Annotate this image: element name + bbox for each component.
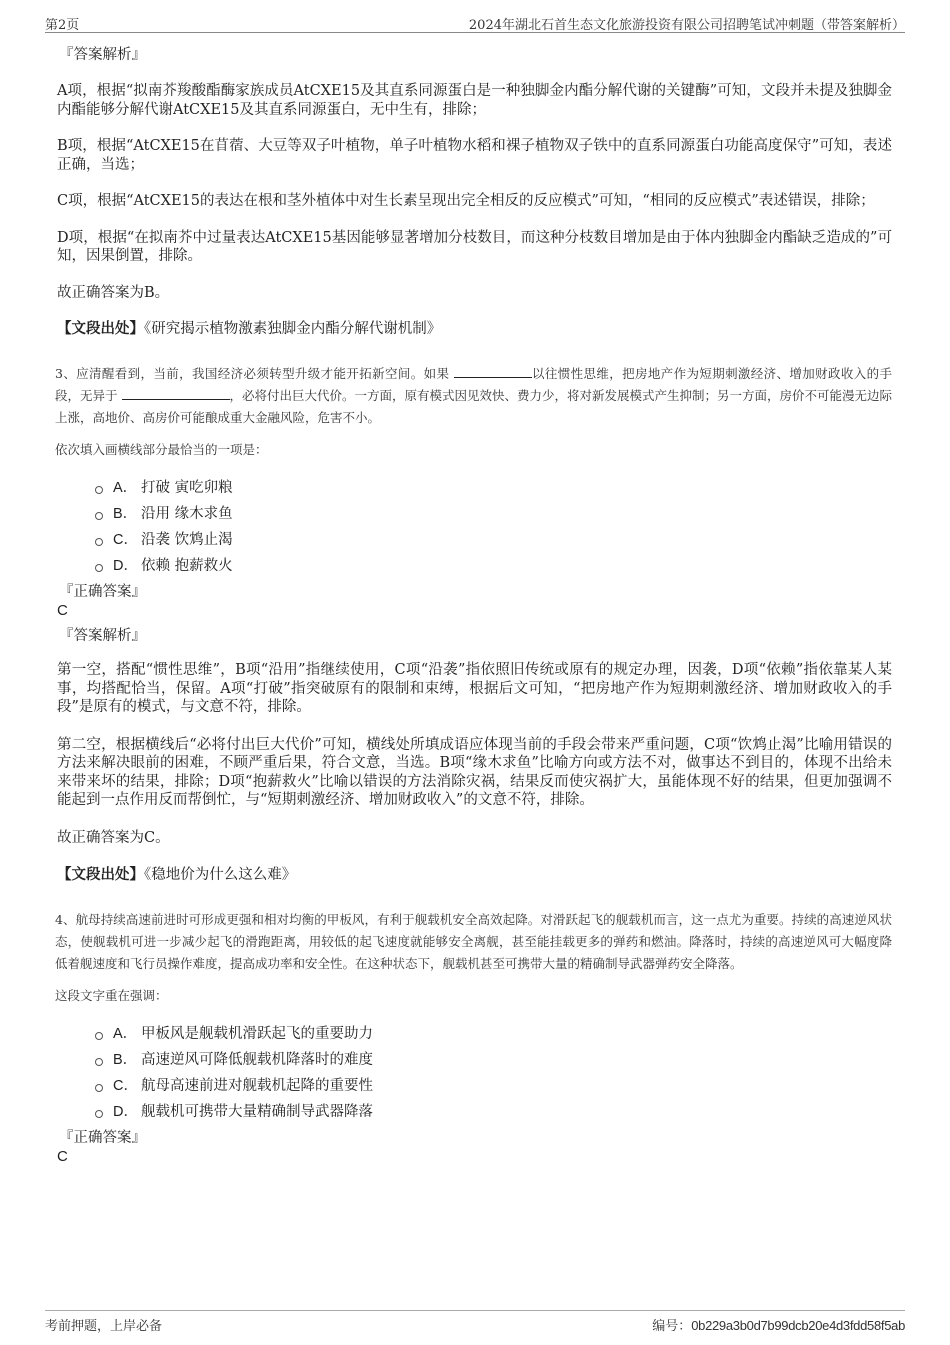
option-text: 甲板风是舰载机滑跃起飞的重要助力 (141, 1026, 373, 1042)
analysis-paragraph-a: A项，根据“拟南芥羧酸酯酶家族成员AtCXE15及其直系同源蛋白是一种独脚金内酯分解代谢的关键酶”可知，文段并未提及独脚金内酯能够分解代谢AtCXE15及其直系同源蛋白，无中生有，排除； (57, 83, 892, 118)
correct-answer-value: C (57, 602, 68, 619)
source-title: 《研究揭示植物激素独脚金内酯分解代谢机制》 (144, 321, 442, 337)
option-letter: A． (113, 1026, 138, 1042)
option-letter: D． (113, 1104, 138, 1120)
source-label: 【文段出处】 (57, 320, 144, 337)
option-letter: D． (113, 558, 138, 574)
page-footer (45, 1310, 905, 1335)
radio-icon[interactable] (95, 486, 103, 494)
q3-option-b[interactable] (95, 501, 892, 527)
analysis-paragraph-first-blank: 第一空，搭配“惯性思维”，B项“沿用”指继续使用，C项“沿袭”指依照旧传统或原有的规定办理，因袭，D项“依赖”指依靠某人某事，均搭配恰当，保留。A项“打破”指突破原有的限制和束缚，根据后文可知，“把房地产作为短期刺激经济、增加财政收入的手段”是原有的模式，与文意不符，排除。 (57, 662, 892, 715)
footer-slogan: 考前押题，上岸必备 (45, 1319, 163, 1334)
page-content (57, 46, 892, 1173)
footer-code (652, 1315, 905, 1334)
question-3-part1: 3、应清醒看到，当前，我国经济必须转型升级才能开拓新空间。如果 (55, 366, 450, 381)
question-3-part3: ，必将付出巨大代价。一方面，原有模式因见效快、费力少，将对新发展模式产生抑制；另一方面，房价不可能漫无边际上涨，高地价、高房价可能酿成重大金融风险，危害不小。 (55, 388, 893, 425)
option-letter: C． (113, 532, 138, 548)
source-citation (57, 320, 892, 338)
option-text: 高速逆风可降低舰载机降落时的难度 (141, 1052, 373, 1068)
analysis-conclusion: 故正确答案为B。 (57, 284, 170, 301)
fill-blank-2 (122, 385, 230, 400)
question-3-prompt: 依次填入画横线部分最恰当的一项是： (55, 442, 268, 457)
q4-option-a[interactable] (95, 1021, 892, 1047)
analysis-label: 『答案解析』 (59, 628, 146, 644)
option-text: 依赖 抱薪救火 (141, 558, 233, 574)
radio-icon[interactable] (95, 1058, 103, 1066)
option-text: 沿用 缘木求鱼 (141, 506, 233, 522)
q3-option-d[interactable] (95, 553, 892, 579)
question-3-text (55, 363, 892, 429)
source-label: 【文段出处】 (57, 866, 144, 883)
correct-answer-label: 『正确答案』 (59, 1130, 146, 1146)
source-title: 《稳地价为什么这么难》 (144, 867, 297, 883)
fill-blank-1 (454, 363, 532, 378)
question-4-options (95, 1021, 892, 1125)
option-letter: A． (113, 480, 138, 496)
question-4-text: 4、航母持续高速前进时可形成更强和相对均衡的甲板风，有利于舰载机安全高效起降。对滑跃起飞的舰载机而言，这一点尤为重要。持续的高速逆风状态，使舰载机可进一步减少起飞的滑跑距离，用较低的起飞速度就能够安全离舰，甚至能挂载更多的弹药和燃油。降落时，持续的高速逆风可大幅度降低着舰速度和飞行员操作难度，提高成功率和安全性。在这种状态下，舰载机甚至可携带大量的精确制导武器弹药安全降落。 (55, 912, 892, 971)
footer-code-label: 编号： (652, 1319, 692, 1334)
footer-code-value: 0b229a3b0d7b99dcb20e4d3fdd58f5ab (691, 1318, 905, 1333)
page-number: 第2页 (45, 18, 80, 33)
q4-option-b[interactable] (95, 1047, 892, 1073)
option-text: 打破 寅吃卯粮 (141, 480, 233, 496)
radio-icon[interactable] (95, 564, 103, 572)
q4-option-c[interactable] (95, 1073, 892, 1099)
radio-icon[interactable] (95, 1110, 103, 1118)
option-letter: B． (113, 1052, 138, 1068)
question-4-prompt: 这段文字重在强调： (55, 988, 168, 1003)
option-text: 沿袭 饮鸩止渴 (141, 532, 233, 548)
option-letter: B． (113, 506, 138, 522)
page-header (45, 12, 905, 33)
document-title: 2024年湖北石首生态文化旅游投资有限公司招聘笔试冲刺题（带答案解析） (468, 18, 905, 33)
q4-option-d[interactable] (95, 1099, 892, 1125)
question-3-options (95, 475, 892, 579)
analysis-paragraph-b: B项，根据“AtCXE15在苜蓿、大豆等双子叶植物，单子叶植物水稻和裸子植物双子铁中的直系同源蛋白功能高度保守”可知，表述正确，当选； (57, 138, 892, 173)
q3-option-a[interactable] (95, 475, 892, 501)
correct-answer-label: 『正确答案』 (59, 584, 146, 600)
source-citation (57, 866, 892, 884)
correct-answer-value: C (57, 1148, 68, 1165)
analysis-paragraph-c: C项，根据“AtCXE15的表达在根和茎外植体中对生长素呈现出完全相反的反应模式”可知，“相同的反应模式”表述错误，排除； (57, 193, 875, 209)
q3-option-c[interactable] (95, 527, 892, 553)
radio-icon[interactable] (95, 1084, 103, 1092)
analysis-conclusion: 故正确答案为C。 (57, 829, 170, 846)
radio-icon[interactable] (95, 1032, 103, 1040)
analysis-label: 『答案解析』 (59, 47, 146, 63)
radio-icon[interactable] (95, 512, 103, 520)
option-text: 航母高速前进对舰载机起降的重要性 (141, 1078, 373, 1094)
analysis-paragraph-d: D项，根据“在拟南芥中过量表达AtCXE15基因能够显著增加分枝数目，而这种分枝数目增加是由于体内独脚金内酯缺乏造成的”可知，因果倒置，排除。 (57, 229, 892, 264)
analysis-paragraph-second-blank: 第二空，根据横线后“必将付出巨大代价”可知，横线处所填成语应体现当前的手段会带来严重问题，C项“饮鸩止渴”比喻用错误的方法来解决眼前的困难，不顾严重后果，符合文意，当选。B项“缘木求鱼”比喻方向或方法不对，做事达不到目的，体现不出给未来带来坏的结果，排除；D项“抱薪救火”比喻以错误的方法消除灾祸，结果反而使灾祸扩大，虽能体现不好的结果，但更加强调不能起到一点作用反而帮倒忙，与“短期刺激经济、增加财政收入”的文意不符，排除。 (57, 736, 892, 808)
question-3-part2: 以往惯性思维，把房地产作为短期刺激经济、增加财政收入的手段，无异于 (55, 366, 892, 403)
option-letter: C． (113, 1078, 138, 1094)
option-text: 舰载机可携带大量精确制导武器降落 (141, 1104, 373, 1120)
radio-icon[interactable] (95, 538, 103, 546)
